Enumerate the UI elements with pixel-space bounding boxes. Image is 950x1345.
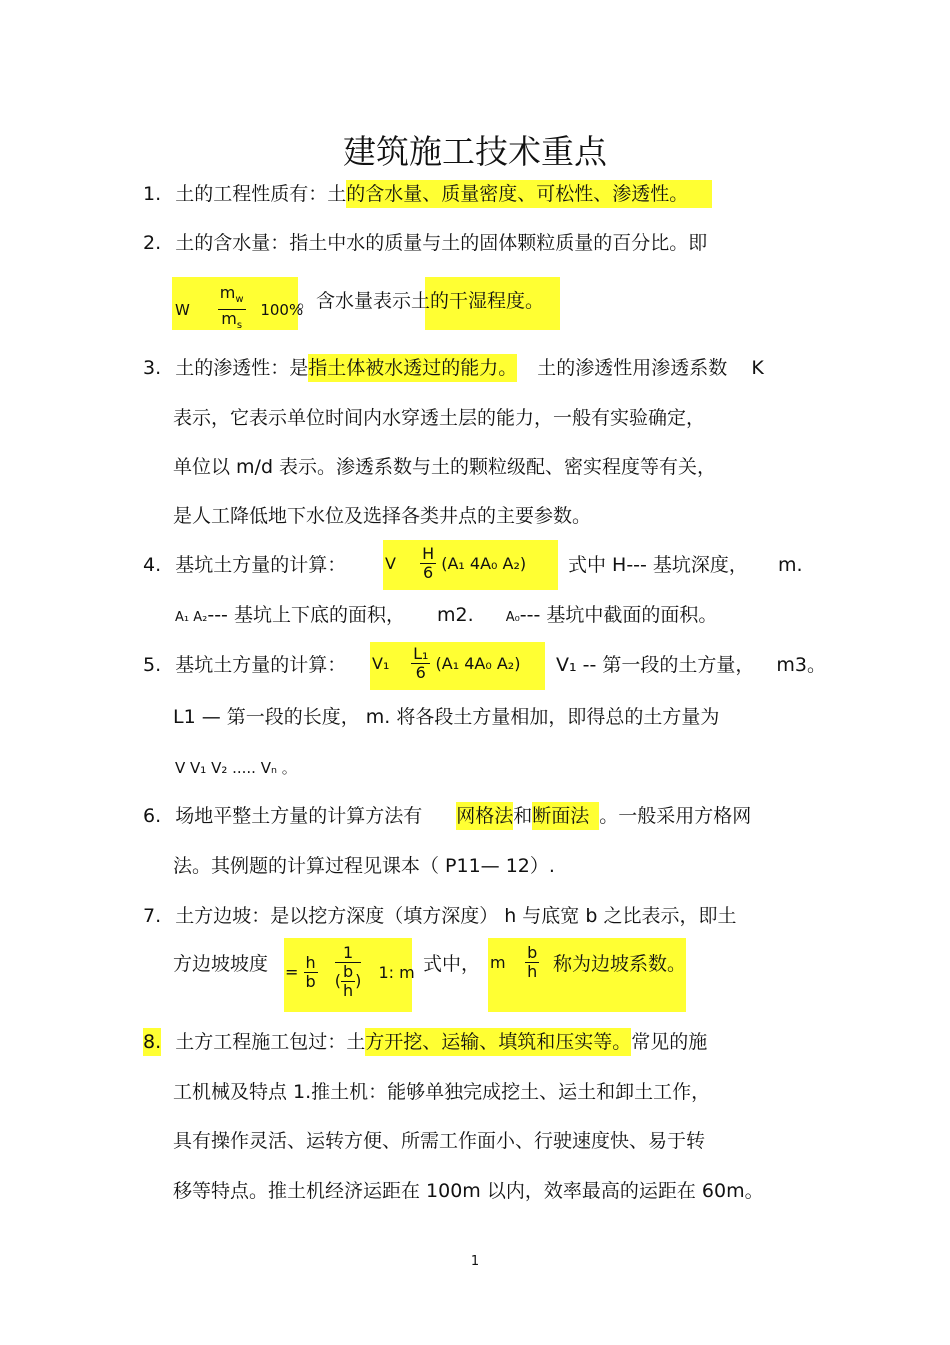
- page-number: 1: [470, 1254, 480, 1269]
- item-7-line-2: 方边坡坡度: [173, 953, 269, 975]
- volume-formula-2: V₁ $\frac{\text{L₁}}{6}$ (A₁ 4A₀ A₂): [372, 644, 521, 682]
- item-4-text: 式中 H--- 基坑深度， m.: [568, 554, 803, 576]
- item-8-line-3: 具有操作灵活、运转方便、所需工作面小、行驶速度快、易于转: [173, 1130, 706, 1152]
- item-1: [143, 182, 712, 206]
- item-number: 8.: [143, 1028, 161, 1056]
- item-6: 6. 场地平整土方量的计算方法有 网格法和断面法 。一般采用方格网: [143, 804, 751, 828]
- item-8: 8. 土方工程施工包过：土方开挖、运输、填筑和压实等。常见的施: [143, 1030, 707, 1054]
- item-text: 土的工程性质有：土: [175, 183, 347, 205]
- item-7: 7. 土方边坡：是以挖方深度（填方深度） h 与底宽 b 之比表示，即土: [143, 905, 737, 927]
- item-3: 3. 土的渗透性：是指土体被水透过的能力。 土的渗透性用渗透系数 K: [143, 356, 764, 380]
- item-8-line-2: 工机械及特点 1.推土机：能够单独完成挖土、运土和卸土工作，: [173, 1081, 711, 1103]
- item-5: 5. 基坑土方量的计算：: [143, 654, 347, 676]
- item-5-line-3: V V₁ V₂ ..... Vₙ 。: [175, 759, 297, 777]
- fraction: $\frac{m_w}{m_s}$: [219, 283, 244, 332]
- highlight-text: 方开挖、运输、填筑和压实等。: [365, 1028, 631, 1056]
- item-2: [143, 231, 707, 255]
- item-3-line-4: 是人工降低地下水位及选择各类井点的主要参数。: [173, 505, 592, 527]
- slope-formula: = $\frac{h}{b}$ 1 ( $\frac{b}{h}$ ) 1: m: [285, 943, 415, 1000]
- item-4: 4. 基坑土方量的计算：: [143, 554, 347, 576]
- moisture-formula: W $\frac{m_w}{m_s}$ 100%: [175, 284, 303, 335]
- item-text: 土的含水量：指土中水的质量与土的固体颗粒质量的百分比。即: [175, 232, 708, 254]
- item-8-line-4: 移等特点。推土机经济运距在 100m 以内，效率最高的运距在 60m。: [173, 1180, 764, 1202]
- page-title: 建筑施工技术重点: [343, 132, 607, 171]
- highlight-text: 断面法: [532, 802, 599, 830]
- highlight-text: 的含水量、质量密度、可松性、渗透性。: [346, 180, 712, 208]
- highlight-text: 指土体被水透过的能力。: [308, 354, 517, 382]
- item-3-line-2: 表示，它表示单位时间内水穿透土层的能力，一般有实验确定，: [173, 407, 706, 429]
- item-number: 7.: [143, 905, 162, 927]
- item-7-text-2: 称为边坡系数。: [553, 953, 687, 975]
- item-3-line-3: 单位以 m/d 表示。渗透系数与土的颗粒级配、密实程度等有关，: [173, 456, 717, 478]
- fraction: $\frac{H}{6}$: [422, 544, 435, 582]
- item-number: 5.: [143, 654, 162, 676]
- item-number: 4.: [143, 554, 162, 576]
- item-number: 2.: [143, 232, 162, 254]
- fraction: $\frac{\text{L₁}}{6}$: [413, 644, 429, 682]
- item-5-line-2: L1 — 第一段的长度， m. 将各段土方量相加，即得总的土方量为: [173, 706, 720, 728]
- slope-coef-formula: m $\frac{b}{h}$: [490, 943, 538, 981]
- item-5-text: V₁ -- 第一段的土方量， m3。: [556, 654, 827, 676]
- item-6-line-2: 法。其例题的计算过程见课本（ P11— 12）.: [173, 855, 555, 877]
- item-4-line-2: A₁ A₂--- 基坑上下底的面积， m2. A₀--- 基坑中截面的面积。: [175, 604, 718, 626]
- item-7-text: 式中，: [423, 953, 481, 975]
- volume-formula: V $\frac{H}{6}$ (A₁ 4A₀ A₂): [385, 544, 527, 582]
- item-number: 3.: [143, 357, 162, 379]
- item-number: 1.: [143, 183, 162, 205]
- item-number: 6.: [143, 805, 162, 827]
- highlight-text: 网格法: [456, 802, 513, 830]
- item-2-continuation: 。含水量表示土的干湿程度。: [297, 290, 545, 312]
